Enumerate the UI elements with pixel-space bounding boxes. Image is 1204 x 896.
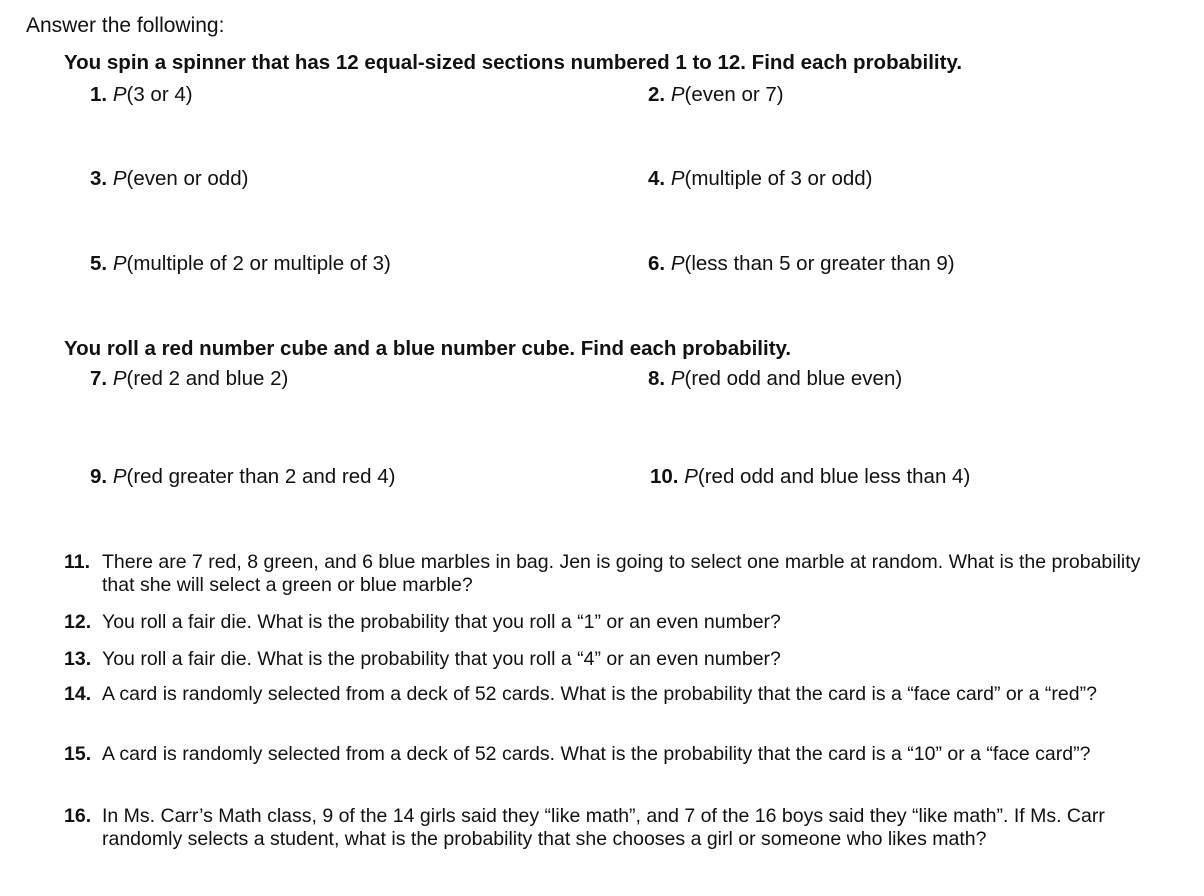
problem-expression: (multiple of 3 or odd)	[684, 167, 873, 190]
problem-number: 6.	[648, 252, 666, 275]
problem-5	[90, 252, 391, 276]
problem-expression: (3 or 4)	[126, 83, 193, 106]
problem-text: There are 7 red, 8 green, and 6 blue marbles in bag. Jen is going to select one marble at random. What is the probability that she will select a green or blue marble?	[102, 551, 1141, 596]
word-problem-12	[64, 611, 1144, 634]
problem-text: A card is randomly selected from a deck of 52 cards. What is the probability that the card is a “10” or a “face card”?	[102, 743, 1091, 765]
number-cube-section-heading: You roll a red number cube and a blue number cube. Find each probability.	[64, 337, 792, 360]
problem-expression: (even or odd)	[126, 167, 249, 190]
probability-symbol: P	[670, 83, 685, 106]
problem-expression: (red greater than 2 and red 4)	[126, 465, 396, 488]
problem-number: 11.	[64, 551, 91, 573]
problem-number: 14.	[64, 683, 92, 705]
problem-text: A card is randomly selected from a deck of 52 cards. What is the probability that the card is a “face card” or a “red”?	[102, 683, 1097, 705]
word-problem-11	[64, 551, 1144, 597]
problem-number: 2.	[648, 83, 666, 106]
probability-symbol: P	[112, 367, 127, 390]
problem-expression: (less than 5 or greater than 9)	[684, 252, 955, 275]
problem-number: 10.	[650, 465, 679, 488]
problem-text: You roll a fair die. What is the probability that you roll a “4” or an even number?	[102, 648, 781, 670]
word-problem-15	[64, 743, 1144, 766]
problem-10	[650, 465, 970, 489]
problem-2	[648, 83, 784, 107]
problem-3	[90, 167, 248, 191]
word-problem-16	[64, 805, 1144, 851]
problem-number: 9.	[90, 465, 108, 488]
problem-6	[648, 252, 955, 276]
problem-text: In Ms. Carr’s Math class, 9 of the 14 girls said they “like math”, and 7 of the 16 boys said they “like math”. If Ms. Carr randomly selects a student, what is the probability that she chooses a girl or someone who likes math?	[102, 805, 1105, 850]
problem-number: 16.	[64, 805, 92, 827]
problem-number: 7.	[90, 367, 108, 390]
problem-7	[90, 367, 288, 391]
word-problem-13	[64, 648, 1144, 671]
problem-expression: (even or 7)	[684, 83, 784, 106]
probability-symbol: P	[670, 167, 685, 190]
word-problem-14	[64, 683, 1144, 706]
problem-8	[648, 367, 902, 391]
problem-number: 1.	[90, 83, 108, 106]
problem-1	[90, 83, 193, 107]
probability-symbol: P	[112, 167, 127, 190]
problem-number: 15.	[64, 743, 92, 765]
problem-text: You roll a fair die. What is the probability that you roll a “1” or an even number?	[102, 611, 781, 633]
problem-number: 8.	[648, 367, 666, 390]
probability-symbol: P	[112, 465, 127, 488]
problem-expression: (multiple of 2 or multiple of 3)	[126, 252, 391, 275]
probability-symbol: P	[670, 367, 685, 390]
problem-expression: (red 2 and blue 2)	[126, 367, 289, 390]
problem-expression: (red odd and blue less than 4)	[697, 465, 971, 488]
spinner-section-heading: You spin a spinner that has 12 equal-sized sections numbered 1 to 12. Find each probability.	[64, 51, 963, 74]
problem-number: 12.	[64, 611, 92, 633]
problem-number: 5.	[90, 252, 108, 275]
problem-4	[648, 167, 873, 191]
probability-symbol: P	[112, 83, 127, 106]
problem-expression: (red odd and blue even)	[684, 367, 903, 390]
problem-9	[90, 465, 395, 489]
problem-number: 4.	[648, 167, 666, 190]
problem-number: 3.	[90, 167, 108, 190]
probability-symbol: P	[670, 252, 685, 275]
problem-number: 13.	[64, 648, 92, 670]
probability-symbol: P	[112, 252, 127, 275]
probability-symbol: P	[684, 465, 698, 488]
instructions: Answer the following:	[26, 14, 225, 37]
